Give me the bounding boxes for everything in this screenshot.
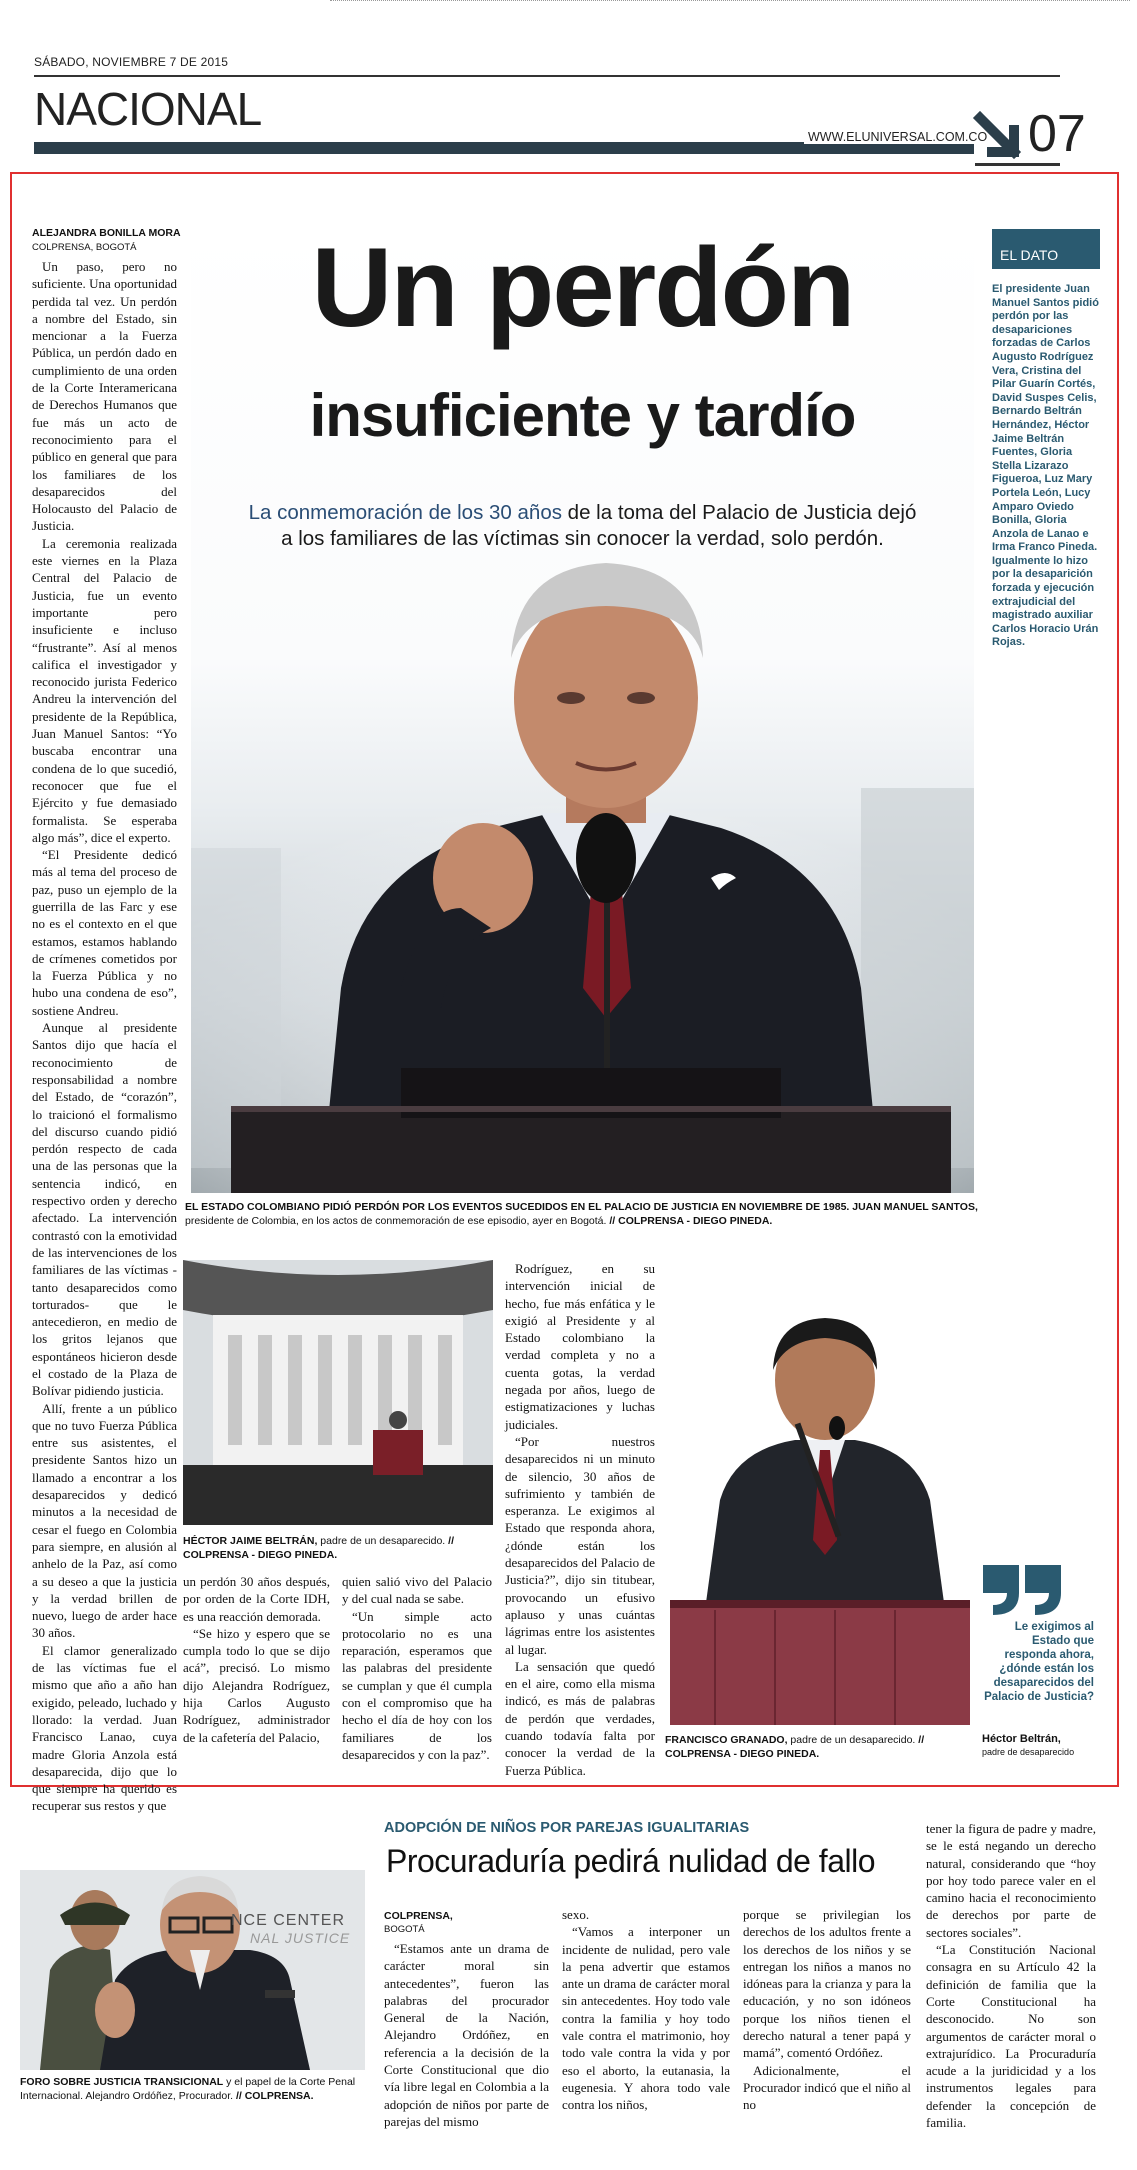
ordonez-caption-bold: FORO SOBRE JUSTICIA TRANSICIONAL [20, 2076, 224, 2088]
main-caption-rest: presidente de Colombia, en los actos de conmemoración de ese episodio, ayer en Bogotá. [185, 1215, 607, 1227]
paragraph: “Por nuestros desaparecidos ni un minuto de silencio, 30 años de sufrimiento y también de esperanza. Le exigimos al Estado que responda ahora, ¿dónde están los desaparecidos del Palacio de Justicia?”, dijo sin titubear, provocando un efusivo aplauso y unas cuántas lágrimas entre los asistentes al lugar. [505, 1433, 655, 1657]
second-col-4 [926, 1820, 1096, 2131]
ordonez-photo [20, 1870, 365, 2070]
page-date: SÁBADO, NOVIEMBRE 7 DE 2015 [34, 55, 229, 69]
paragraph: quien salió vivo del Palacio y del cual nada se sabe. [342, 1574, 492, 1607]
paragraph: El clamor generalizado de las víctimas fue el mismo que año a año han exigido, peleado, luchado y llorado: la verdad. Juan Francisco Lanao, cuya madre Gloria Anzola está desaparecida, dijo que lo que siempre ha querido es recuperar sus restos y que [32, 1642, 177, 1814]
deck-highlight: La conmemoración de los 30 años [248, 501, 562, 524]
paragraph: “Se hizo y espero que se cumpla todo lo que se dijo acá”, precisó. Lo mismo dijo Alejandra Rodríguez, hija Carlos Augusto Rodríguez, administrador de la cafetería del Palacio, [183, 1625, 330, 1745]
arrow-icon [974, 112, 1022, 160]
paragraph: Aunque al presidente Santos dijo que hacía el reconocimiento de responsabilidad a nombre del Estado, de “corazón”, lo traicionó el formalismo del discurso cuando pidió perdón respecto de cada una de las personas que la sentencia indicó, en respectivo orden y derecho afectado. La intervención contrastó con la emotividad de las intervenciones de los familiares de las víctimas -tanto desaparecidos como torturados- que le antecedieron, en medio de los gritos lejanos que espontáneos hicieron desde el costado de la Plaza de Bolívar pidiendo justicia. [32, 1020, 177, 1399]
photo-sign-line2: NAL JUSTICE [250, 1930, 351, 1946]
byline-location: COLPRENSA, BOGOTÁ [32, 242, 137, 253]
paragraph: Un paso, pero no suficiente. Una oportunidad perdida tal vez. Un perdón a nombre del Estado, sin mencionar a la Fuerza Pública, un perdón dado en cumplimiento de una orden de la Corte Interamericana de Derechos Humanos que fue más un acto de reconocimiento para el público en general que para los familiares de los desaparecidos del Holocausto del Palacio de Justicia. [32, 259, 177, 534]
paragraph: sexo. [562, 1907, 590, 1922]
pull-quote: Le exigimos al Estado que responda ahora, ¿dónde están los desaparecidos del Palacio de Justicia? [984, 1621, 1094, 1703]
second-kicker: ADOPCIÓN DE NIÑOS POR PAREJAS IGUALITARIAS [384, 1820, 750, 1836]
francisco-caption-credit: // COLPRENSA - DIEGO PINEDA. [665, 1734, 925, 1760]
website-url: WWW.ELUNIVERSAL.COM.CO [804, 130, 991, 144]
page-number: 07 [1028, 105, 1086, 163]
ordonez-caption [20, 2075, 365, 2103]
second-col-2 [562, 1906, 730, 2114]
second-byline-name: COLPRENSA, [384, 1910, 453, 1922]
hector-caption-text: padre de un desaparecido. [320, 1535, 446, 1547]
second-byline-location: BOGOTÁ [384, 1924, 425, 1935]
francisco-caption [665, 1733, 965, 1761]
main-col-2 [183, 1573, 330, 1746]
main-col-4 [505, 1260, 655, 1779]
paragraph: tener la figura de padre y madre, se le está negando un derecho natural, considerando que “hoy por hoy todo parece valer en el camino hacia el reconocimiento de derechos por parte de sectores sociales”. [926, 1821, 1096, 1940]
main-photo-caption [185, 1200, 985, 1228]
paragraph: La ceremonia realizada este viernes en la Plaza Central del Palacio de Justicia, fue un evento importante pero insuficiente e incluso “frustrante”. Así al menos califica el investigador y reconocido jurista Federico Andreu la intervención del presidente de la República, Juan Manuel Santos: “Yo buscaba encontrar una condena de lo que sucedió, reconocer que fue el Ejército y fue demasiado formalista. Se esperaba algo más”, dice el experto. [32, 535, 177, 845]
paragraph: “La Constitución Nacional consagra en su Artículo 42 la definición de familia que la Corte Constitucional ha desconocido. No son argumentos de carácter moral o extrajurídico. La Procuraduría acude a la juridicidad y a los instrumentos legales para defender la concepción de familia. [926, 1942, 1096, 2131]
hector-photo [183, 1260, 493, 1525]
paragraph: “Estamos ante un drama de carácter moral sin antecedentes”, fueron las palabras del procurador General de la Nación, Alejandro Ordóñez, en referencia a la decisión de la Corte Constitucional que dio vía libre legal en Colombia a la adopción de niños por parte de parejas del mismo [384, 1941, 549, 2129]
hector-caption-name: HÉCTOR JAIME BELTRÁN, [183, 1535, 318, 1547]
paragraph: “El Presidente dedicó más al tema del proceso de paz, puso un ejemplo de la guerrilla de las Farc y ese no es el contexto en el que estamos, estamos hablando de crímenes cometidos por la Fuerza Pública y no hubo una condena de eso”, sostiene Andreu. [32, 847, 177, 1018]
francisco-caption-name: FRANCISCO GRANADO, [665, 1734, 788, 1746]
deck-rest-1: de la toma del Palacio de Justicia dejó [561, 501, 917, 524]
top-dotted-rule [330, 0, 1130, 1]
paragraph: La sensación que quedó en el aire, como ella misma indicó, es más de palabras de perdón que verdades, cuando todavía falta por conocer la verdad de la Fuerza Pública. [505, 1658, 655, 1778]
ordonez-caption-credit: // COLPRENSA. [235, 2090, 314, 2102]
paragraph: Adicionalmente, el Procurador indicó que el niño al no [743, 2062, 911, 2113]
section-title: NACIONAL [34, 83, 262, 135]
paragraph: “Un simple acto protocolario no es una reparación, esperamos que las palabras del presidente se cumplan y que él cumpla con el compromiso que ha hecho el día de hoy con los familiares de los desaparecidos y con la paz”. [342, 1608, 492, 1762]
dato-header: EL DATO [992, 229, 1100, 269]
francisco-caption-text: padre de un desaparecido. [790, 1734, 916, 1746]
paragraph: un perdón 30 años después, por orden de la Corte IDH, es una reacción demorada. [183, 1574, 330, 1624]
hector-caption-credit: // COLPRENSA - DIEGO PINEDA. [183, 1535, 454, 1561]
hector-caption [183, 1534, 493, 1562]
photo-sign-line1: NCE CENTER [231, 1912, 346, 1929]
date-rule [34, 75, 1060, 77]
second-col-3 [743, 1906, 911, 2114]
main-caption-credit: // COLPRENSA - DIEGO PINEDA. [609, 1215, 773, 1227]
francisco-photo [665, 1300, 975, 1725]
santos-photo [191, 225, 974, 1193]
paragraph: Allí, frente a un público que no tuvo Fuerza Pública entre sus asistentes, el presidente Santos hizo un llamado a encontrar a los desaparecidos y dedicó minutos a la necesidad de cesar el fuego en Colombia para siempre, en alusión al anhelo de la Paz, así como a su deseo a que la justicia y la verdad brillen de nuevo, luego de arder hace 30 años. [32, 1400, 177, 1641]
page-number-rule [975, 163, 1060, 166]
paragraph: “Vamos a interponer un incidente de nulidad, pero vale la pena advertir que estamos ante un drama de carácter moral sin antecedentes. Hoy todo vale contra la familia y hoy todo vale contra el matrimonio, hoy todo vale contra la vida y por eso el aborto, la eutanasia, la eugenesia. Y ahora todo vale contra los niños, [562, 1924, 730, 2113]
dato-text: El presidente Juan Manuel Santos pidió perdón por las desapariciones forzadas de Carlos Augusto Rodríguez Vera, Cristina del Pilar Guarín Cortés, David Suspes Celis, Bernardo Beltrán Hernández, Héctor Jaime Beltrán Fuentes, Gloria Stella Lizarazo Figueroa, Luz Mary Portela León, Lucy Amparo Oviedo Bonilla, Gloria Anzola de Lanao e Irma Franco Pineda. Igualmente lo hizo por la desaparición forzada y ejecución extrajudicial del magistrado auxiliar Carlos Horacio Urán Rojas. [992, 283, 1099, 649]
deck-rest-2: a los familiares de las víctimas sin conocer la verdad, solo perdón. [281, 527, 884, 550]
headline-line1: Un perdón [311, 225, 854, 350]
pull-quote-role: padre de desaparecido [982, 1747, 1075, 1757]
deck [191, 500, 974, 552]
main-caption-bold: EL ESTADO COLOMBIANO PIDIÓ PERDÓN POR LOS EVENTOS SUCEDIDOS EN EL PALACIO DE JUSTICIA EN NOVIEMBRE DE 1985. JUAN MANUEL SANTOS, [185, 1201, 978, 1213]
ordonez-caption-rest: y el papel de la Corte Penal Internacional. Alejandro Ordóñez, Procurador. [20, 2076, 356, 2102]
headline-line2: insuficiente y tardío [309, 382, 856, 449]
second-headline: Procuraduría pedirá nulidad de fallo [386, 1843, 875, 1879]
pull-quote-author: Héctor Beltrán, [982, 1733, 1061, 1745]
quote-marks-icon [983, 1565, 1063, 1615]
paragraph: Rodríguez, en su intervención inicial de hecho, fue más enfática y le exigió al Presidente y al Estado colombiano la verdad completa y no a cuenta gotas, la verdad negada por años, luego de estigmatizaciones y luchas judiciales. [505, 1261, 655, 1432]
second-col-1 [384, 1940, 549, 2130]
main-col-1 [32, 258, 177, 1814]
paragraph: porque se privilegian los derechos de los adultos frente a los derechos de los niños y se entregan los niños a manos no idóneas para la crianza y para la educación, y no son idóneos porque los niños tienen el derecho natural a tener papá y mamá”, comentó Ordóñez. [743, 1907, 911, 2061]
main-col-3 [342, 1573, 492, 1763]
byline-name: ALEJANDRA BONILLA MORA [32, 227, 181, 239]
